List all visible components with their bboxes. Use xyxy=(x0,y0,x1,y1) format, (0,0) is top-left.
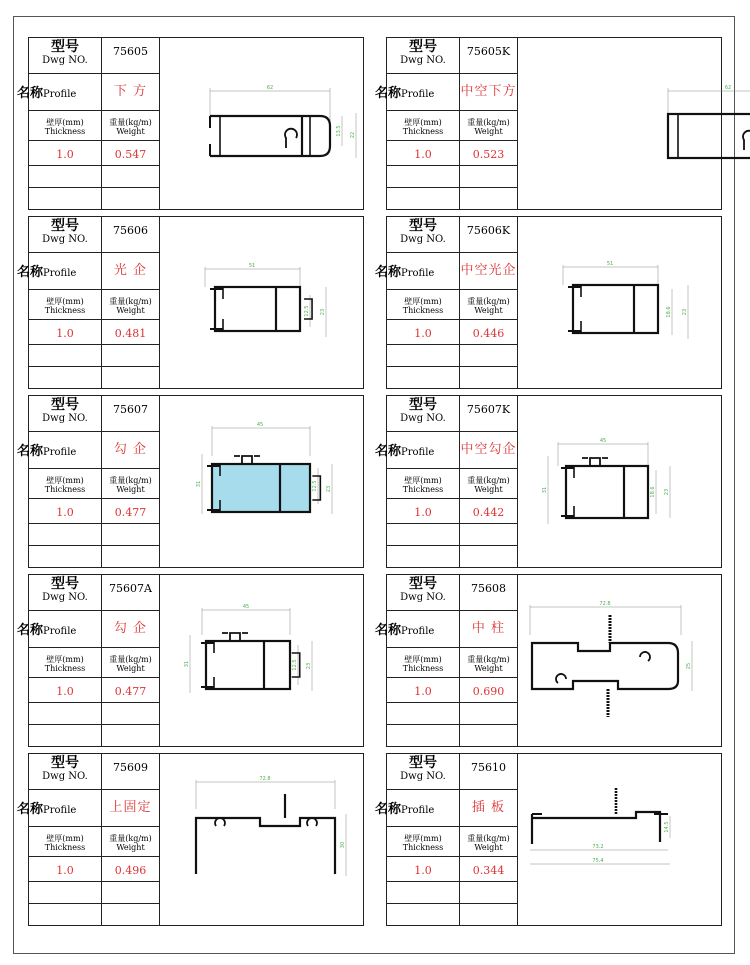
profile-name: 中空光企 xyxy=(460,263,517,278)
dwg-number: 75607 xyxy=(113,403,148,416)
dwg-label-en: Dwg NO. xyxy=(42,55,88,66)
thickness-label: 壁厚(mm) Thickness xyxy=(402,476,444,494)
row-divider xyxy=(29,789,159,790)
row-divider xyxy=(387,319,517,320)
weight-label: 重量(kg/m) Weight xyxy=(109,118,152,136)
row-divider xyxy=(29,140,159,141)
dwg-label-en: Dwg NO. xyxy=(400,55,446,66)
thickness-value: 1.0 xyxy=(414,685,432,698)
dwg-label-zh: 型号 xyxy=(409,755,437,771)
profile-card-75610 xyxy=(375,753,722,926)
weight-value: 0.690 xyxy=(472,685,505,698)
row-divider xyxy=(387,677,517,678)
row-divider xyxy=(387,724,517,725)
profile-card-75607A xyxy=(17,574,364,747)
dimension-label: 23 xyxy=(306,662,312,670)
dimension-label: 14.5 xyxy=(664,821,670,833)
profile-name: 光 企 xyxy=(113,263,148,278)
weight-value: 0.477 xyxy=(114,506,147,519)
weight-value: 0.496 xyxy=(114,864,147,877)
thickness-label: 壁厚(mm) Thickness xyxy=(44,297,86,315)
dwg-label-zh: 型号 xyxy=(409,218,437,234)
profile-drawing xyxy=(518,575,721,746)
profile-name: 上固定 xyxy=(109,800,152,815)
row-divider xyxy=(387,903,517,904)
dimension-label: 62 xyxy=(266,85,274,91)
row-divider xyxy=(387,73,517,74)
row-divider xyxy=(387,881,517,882)
dimension-label: 18.6 xyxy=(666,306,672,318)
thickness-label: 壁厚(mm) Thickness xyxy=(402,655,444,673)
row-divider xyxy=(29,545,159,546)
thickness-label: 壁厚(mm) Thickness xyxy=(402,834,444,852)
dimension-label: 13.5 xyxy=(336,125,342,137)
dimension-label: 72.8 xyxy=(259,776,271,782)
dwg-label-zh: 型号 xyxy=(409,39,437,55)
weight-label: 重量(kg/m) Weight xyxy=(109,476,152,494)
row-divider xyxy=(29,73,159,74)
row-divider xyxy=(387,826,517,827)
row-divider xyxy=(29,252,159,253)
dimension-label: 23 xyxy=(664,488,670,496)
weight-label: 重量(kg/m) Weight xyxy=(467,655,510,673)
profile-card-75605 xyxy=(17,37,364,210)
row-divider xyxy=(29,856,159,857)
thickness-value: 1.0 xyxy=(56,148,74,161)
profile-card-75607K xyxy=(375,395,722,568)
thickness-label: 壁厚(mm) Thickness xyxy=(44,834,86,852)
dimension-label: 12.5 xyxy=(292,659,298,671)
profile-drawing xyxy=(518,217,721,388)
dimension-label: 45 xyxy=(256,422,264,428)
weight-value: 0.446 xyxy=(472,327,505,340)
profile-drawing xyxy=(160,396,363,567)
dwg-label-en: Dwg NO. xyxy=(42,234,88,245)
dwg-label-en: Dwg NO. xyxy=(400,771,446,782)
row-divider xyxy=(29,187,159,188)
row-divider xyxy=(29,677,159,678)
dimension-label: 18.6 xyxy=(650,486,656,498)
dimension-label: 75.4 xyxy=(592,858,604,864)
dwg-label-en: Dwg NO. xyxy=(42,592,88,603)
thickness-value: 1.0 xyxy=(414,148,432,161)
row-divider xyxy=(387,468,517,469)
row-divider xyxy=(387,702,517,703)
dimension-label: 51 xyxy=(248,263,256,269)
dwg-label-zh: 型号 xyxy=(51,576,79,592)
profile-name: 中空下方 xyxy=(460,84,517,99)
dimension-label: 23 xyxy=(320,308,326,316)
thickness-value: 1.0 xyxy=(414,327,432,340)
thickness-value: 1.0 xyxy=(56,327,74,340)
row-divider xyxy=(29,110,159,111)
row-divider xyxy=(387,252,517,253)
dwg-number: 75605K xyxy=(466,45,511,58)
thickness-label: 壁厚(mm) Thickness xyxy=(402,297,444,315)
profile-card-75606K xyxy=(375,216,722,389)
row-divider xyxy=(29,344,159,345)
row-divider xyxy=(29,431,159,432)
dwg-number: 75607K xyxy=(466,403,511,416)
profile-card-75609 xyxy=(17,753,364,926)
dwg-label-zh: 型号 xyxy=(409,576,437,592)
row-divider xyxy=(29,319,159,320)
profile-drawing xyxy=(160,38,363,209)
dimension-label: 23 xyxy=(682,308,688,316)
profile-drawing xyxy=(160,217,363,388)
dwg-number: 75606K xyxy=(466,224,511,237)
profile-drawing xyxy=(518,754,721,925)
dimension-label: 23 xyxy=(326,485,332,493)
profile-name: 下 方 xyxy=(113,84,148,99)
row-divider xyxy=(29,903,159,904)
dimension-label: 62 xyxy=(724,85,732,91)
profile-card-75607 xyxy=(17,395,364,568)
weight-value: 0.442 xyxy=(472,506,505,519)
row-divider xyxy=(387,140,517,141)
dwg-number: 75605 xyxy=(113,45,148,58)
row-divider xyxy=(29,523,159,524)
profile-card-75606 xyxy=(17,216,364,389)
weight-label: 重量(kg/m) Weight xyxy=(109,297,152,315)
dwg-label-en: Dwg NO. xyxy=(42,771,88,782)
profile-label: 名称Profile xyxy=(17,86,77,101)
row-divider xyxy=(387,789,517,790)
row-divider xyxy=(387,110,517,111)
dimension-label: 12.5 xyxy=(312,480,318,492)
row-divider xyxy=(387,498,517,499)
thickness-label: 壁厚(mm) Thickness xyxy=(44,476,86,494)
dwg-label-en: Dwg NO. xyxy=(400,592,446,603)
dimension-label: 73.2 xyxy=(592,844,604,850)
dimension-label: 31 xyxy=(196,480,202,488)
row-divider xyxy=(29,881,159,882)
profile-card-75605K xyxy=(375,37,732,210)
row-divider xyxy=(387,647,517,648)
weight-label: 重量(kg/m) Weight xyxy=(109,834,152,852)
row-divider xyxy=(387,610,517,611)
profile-name: 插 板 xyxy=(471,800,506,815)
thickness-value: 1.0 xyxy=(414,864,432,877)
profile-label: 名称Profile xyxy=(375,623,435,638)
row-divider xyxy=(387,366,517,367)
dimension-label: 12.5 xyxy=(304,305,310,317)
dwg-number: 75608 xyxy=(471,582,506,595)
profile-label: 名称Profile xyxy=(375,265,435,280)
row-divider xyxy=(29,724,159,725)
profile-name: 勾 企 xyxy=(113,442,148,457)
dimension-label: 51 xyxy=(606,261,614,267)
weight-value: 0.477 xyxy=(114,685,147,698)
row-divider xyxy=(29,826,159,827)
dwg-label-zh: 型号 xyxy=(51,39,79,55)
profile-label: 名称Profile xyxy=(17,623,77,638)
row-divider xyxy=(29,610,159,611)
dwg-label-zh: 型号 xyxy=(51,755,79,771)
weight-label: 重量(kg/m) Weight xyxy=(109,655,152,673)
row-divider xyxy=(387,187,517,188)
profile-label: 名称Profile xyxy=(375,802,435,817)
dwg-number: 75606 xyxy=(113,224,148,237)
row-divider xyxy=(387,856,517,857)
thickness-label: 壁厚(mm) Thickness xyxy=(44,655,86,673)
profile-label: 名称Profile xyxy=(17,265,77,280)
row-divider xyxy=(29,165,159,166)
dimension-label: 22 xyxy=(350,131,356,139)
row-divider xyxy=(29,468,159,469)
thickness-value: 1.0 xyxy=(56,506,74,519)
profile-label: 名称Profile xyxy=(17,444,77,459)
row-divider xyxy=(29,289,159,290)
dimension-label: 72.8 xyxy=(599,601,611,607)
row-divider xyxy=(387,289,517,290)
row-divider xyxy=(29,498,159,499)
profile-card-75608 xyxy=(375,574,722,747)
profile-drawing xyxy=(518,38,732,209)
dwg-number: 75609 xyxy=(113,761,148,774)
weight-value: 0.344 xyxy=(472,864,505,877)
row-divider xyxy=(29,647,159,648)
dwg-label-en: Dwg NO. xyxy=(400,234,446,245)
weight-label: 重量(kg/m) Weight xyxy=(467,834,510,852)
dwg-label-zh: 型号 xyxy=(51,218,79,234)
profile-label: 名称Profile xyxy=(375,86,435,101)
dimension-label: 45 xyxy=(242,604,250,610)
profile-name: 中空勾企 xyxy=(460,442,517,457)
dimension-label: 30 xyxy=(340,841,346,849)
dimension-label: 31 xyxy=(184,660,190,668)
profile-name: 中 柱 xyxy=(471,621,506,636)
profile-drawing xyxy=(160,575,363,746)
dimension-label: 45 xyxy=(599,438,607,444)
row-divider xyxy=(29,366,159,367)
profile-drawing xyxy=(518,396,721,567)
thickness-value: 1.0 xyxy=(414,506,432,519)
dwg-label-zh: 型号 xyxy=(51,397,79,413)
row-divider xyxy=(387,545,517,546)
dwg-label-zh: 型号 xyxy=(409,397,437,413)
row-divider xyxy=(387,523,517,524)
profile-label: 名称Profile xyxy=(375,444,435,459)
profile-drawing xyxy=(160,754,363,925)
weight-value: 0.523 xyxy=(472,148,505,161)
dimension-label: 25 xyxy=(686,662,692,670)
dimension-label: 31 xyxy=(542,486,548,494)
profile-name: 勾 企 xyxy=(113,621,148,636)
weight-value: 0.547 xyxy=(114,148,147,161)
dwg-label-en: Dwg NO. xyxy=(400,413,446,424)
weight-label: 重量(kg/m) Weight xyxy=(467,297,510,315)
row-divider xyxy=(387,344,517,345)
weight-value: 0.481 xyxy=(114,327,147,340)
thickness-label: 壁厚(mm) Thickness xyxy=(44,118,86,136)
thickness-value: 1.0 xyxy=(56,685,74,698)
row-divider xyxy=(387,431,517,432)
dwg-number: 75610 xyxy=(471,761,506,774)
dwg-label-en: Dwg NO. xyxy=(42,413,88,424)
weight-label: 重量(kg/m) Weight xyxy=(467,476,510,494)
row-divider xyxy=(387,165,517,166)
dwg-number: 75607A xyxy=(109,582,152,595)
profile-label: 名称Profile xyxy=(17,802,77,817)
weight-label: 重量(kg/m) Weight xyxy=(467,118,510,136)
row-divider xyxy=(29,702,159,703)
thickness-label: 壁厚(mm) Thickness xyxy=(402,118,444,136)
thickness-value: 1.0 xyxy=(56,864,74,877)
